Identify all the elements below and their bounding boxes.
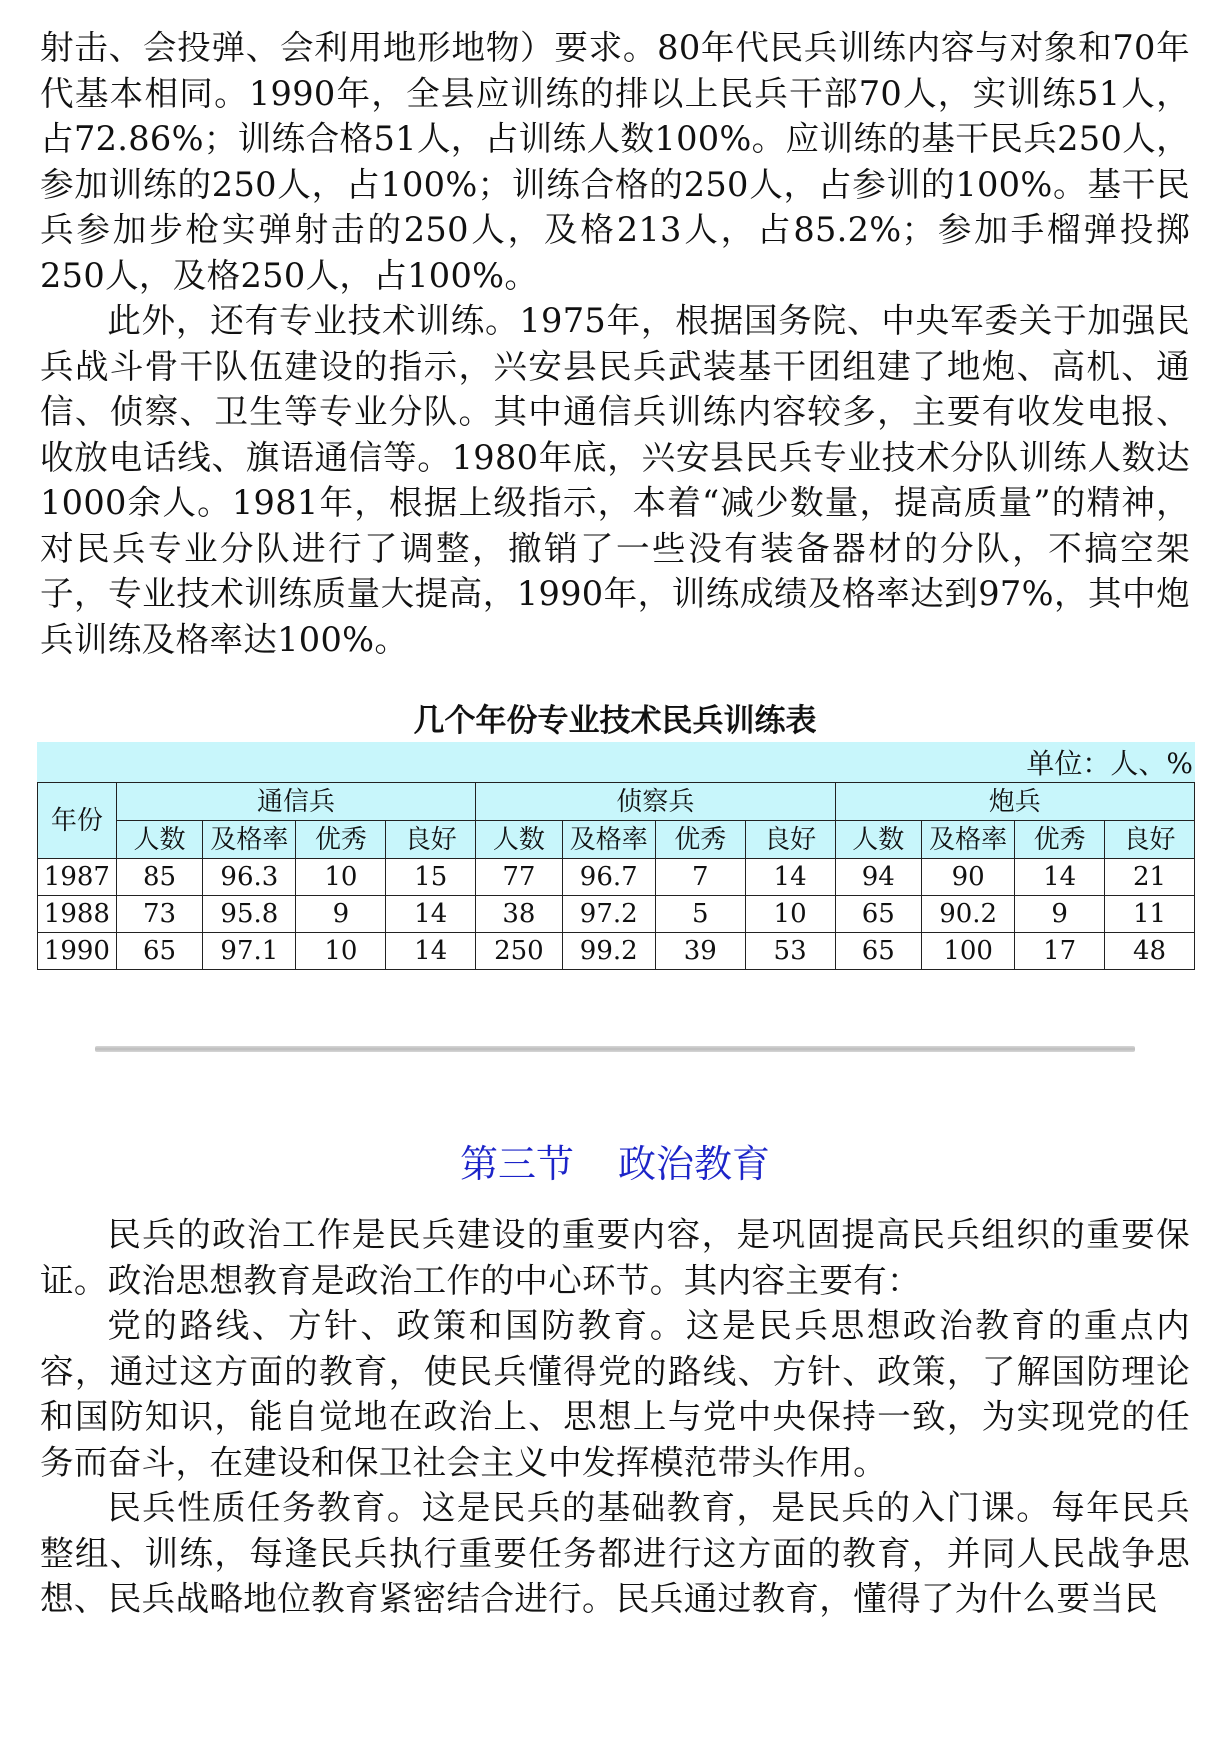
table-cell: 15	[386, 859, 476, 896]
table-cell: 95.8	[203, 896, 296, 933]
group-header-artillery: 炮兵	[835, 783, 1194, 821]
table-cell: 65	[835, 896, 922, 933]
row-year: 1987	[38, 859, 117, 896]
subheader-count: 人数	[116, 821, 203, 859]
paragraph-political-work: 民兵的政治工作是民兵建设的重要内容，是巩固提高民兵组织的重要保证。政治思想教育是政治工作的中心环节。其内容主要有：	[40, 1215, 1190, 1300]
table-cell: 65	[116, 933, 203, 970]
subheader-pass-rate: 及格率	[203, 821, 296, 859]
subheader-good: 良好	[745, 821, 835, 859]
section-divider	[95, 1046, 1135, 1052]
table-row	[38, 933, 1195, 970]
paragraph-militia-nature-education: 民兵性质任务教育。这是民兵的基础教育，是民兵的入门课。每年民兵整组、训练，每逢民兵执行重要任务都进行这方面的教育，并同人民战争思想、民兵战略地位教育紧密结合进行。民兵通过教育，懂得了为什么要当民	[40, 1488, 1190, 1618]
paragraph-technical-training: 此外，还有专业技术训练。1975年，根据国务院、中央军委关于加强民兵战斗骨干队伍建设的指示，兴安县民兵武装基干团组建了地炮、高机、通信、侦察、卫生等专业分队。其中通信兵训练内容较多，主要有收发电报、收放电话线、旗语通信等。1980年底，兴安县民兵专业技术分队训练人数达1000余人。1981年，根据上级指示，本着“减少数量，提高质量”的精神，对民兵专业分队进行了调整，撤销了一些没有装备器材的分队，不搞空架子，专业技术训练质量大提高，1990年，训练成绩及格率达到97%，其中炮兵训练及格率达100%。	[40, 301, 1190, 659]
table-cell: 73	[116, 896, 203, 933]
table-unit: 单位：人、%	[1026, 747, 1193, 780]
table-cell: 38	[476, 896, 563, 933]
group-header-recon: 侦察兵	[476, 783, 835, 821]
subheader-count: 人数	[835, 821, 922, 859]
table-cell: 14	[1015, 859, 1105, 896]
table-cell: 9	[296, 896, 386, 933]
year-header: 年份	[38, 783, 117, 859]
table-cell: 17	[1015, 933, 1105, 970]
section-title: 政治教育	[618, 1142, 771, 1186]
paragraph-training-continued: 射击、会投弹、会利用地形地物）要求。80年代民兵训练内容与对象和70年代基本相同。1990年，全县应训练的排以上民兵干部70人，实训练51人，占72.86%；训练合格51人，占训练人数100%。应训练的基干民兵250人，参加训练的250人，占100%；训练合格的250人，占参训的100%。基干民兵参加步枪实弹射击的250人，及格213人，占85.2%；参加手榴弹投掷250人，及格250人，占100%。	[40, 28, 1190, 295]
table-cell: 5	[655, 896, 745, 933]
subheader-excellent: 优秀	[1015, 821, 1105, 859]
table-cell: 97.2	[562, 896, 655, 933]
table-row	[38, 859, 1195, 896]
subheader-pass-rate: 及格率	[922, 821, 1015, 859]
table-cell: 14	[386, 896, 476, 933]
table-cell: 94	[835, 859, 922, 896]
table-cell: 90	[922, 859, 1015, 896]
table-cell: 10	[296, 859, 386, 896]
subheader-count: 人数	[476, 821, 563, 859]
table-cell: 14	[745, 859, 835, 896]
table-cell: 14	[386, 933, 476, 970]
table-cell: 96.3	[203, 859, 296, 896]
table-cell: 10	[745, 896, 835, 933]
table-group-header-row	[38, 783, 1195, 821]
table-cell: 39	[655, 933, 745, 970]
table-cell: 11	[1105, 896, 1195, 933]
row-year: 1988	[38, 896, 117, 933]
subheader-pass-rate: 及格率	[562, 821, 655, 859]
table-cell: 97.1	[203, 933, 296, 970]
section-heading	[40, 1134, 1190, 1194]
row-year: 1990	[38, 933, 117, 970]
table-cell: 96.7	[562, 859, 655, 896]
paragraph-party-line-education: 党的路线、方针、政策和国防教育。这是民兵思想政治教育的重点内容，通过这方面的教育，使民兵懂得党的路线、方针、政策，了解国防理论和国防知识，能自觉地在政治上、思想上与党中央保持一致，为实现党的任务而奋斗，在建设和保卫社会主义中发挥模范带头作用。	[40, 1306, 1190, 1482]
training-table	[37, 782, 1195, 970]
group-header-signal: 通信兵	[116, 783, 475, 821]
table-cell: 7	[655, 859, 745, 896]
table-cell: 65	[835, 933, 922, 970]
table-cell: 77	[476, 859, 563, 896]
table-cell: 250	[476, 933, 563, 970]
document-page	[40, 25, 1193, 1622]
subheader-good: 良好	[1105, 821, 1195, 859]
table-cell: 90.2	[922, 896, 1015, 933]
table-cell: 10	[296, 933, 386, 970]
subheader-excellent: 优秀	[296, 821, 386, 859]
table-cell: 85	[116, 859, 203, 896]
table-cell: 100	[922, 933, 1015, 970]
table-subheader-row	[38, 821, 1195, 859]
table-row	[38, 896, 1195, 933]
table-cell: 9	[1015, 896, 1105, 933]
training-table-container	[37, 742, 1195, 970]
table-title: 几个年份专业技术民兵训练表	[413, 703, 817, 739]
table-cell: 53	[745, 933, 835, 970]
subheader-good: 良好	[386, 821, 476, 859]
subheader-excellent: 优秀	[655, 821, 745, 859]
table-cell: 21	[1105, 859, 1195, 896]
section-number: 第三节	[459, 1142, 574, 1186]
table-cell: 99.2	[562, 933, 655, 970]
table-cell: 48	[1105, 933, 1195, 970]
